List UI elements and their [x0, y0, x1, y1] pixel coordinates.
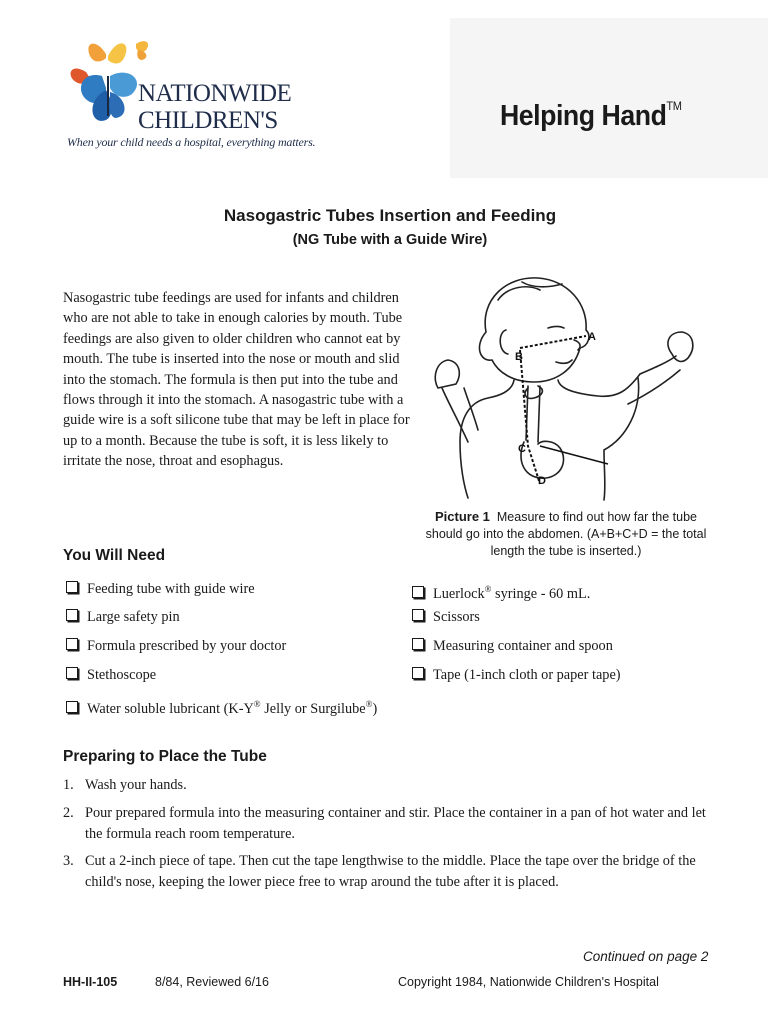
tagline: When your child needs a hospital, everything matters. [67, 135, 316, 149]
checkbox-icon [412, 586, 424, 598]
step-item [63, 803, 713, 845]
checklist-item-label: Scissors [433, 609, 480, 625]
series-title [500, 100, 681, 133]
step-item [63, 775, 713, 796]
page-title: Nasogastric Tubes Insertion and Feeding [223, 206, 557, 225]
org-name-line1: NATIONWIDE [138, 80, 292, 107]
document-code: HH-II-105 [63, 975, 118, 989]
checklist-item-label: Tape (1-inch cloth or paper tape) [433, 667, 621, 683]
checklist-item-scissors [412, 608, 480, 626]
step-item [63, 851, 713, 893]
checklist-item-tube [66, 580, 255, 598]
registered-mark: ® [365, 699, 373, 709]
org-name-line2: CHILDREN'S [138, 107, 278, 134]
point-d-label: D [538, 475, 546, 487]
point-b-label: B [515, 351, 523, 363]
checklist-item-syringe [412, 580, 590, 603]
header-panel [450, 18, 768, 178]
checklist-item-stethoscope [66, 666, 156, 684]
checklist-item-label-tail: syringe - 60 mL. [491, 585, 591, 602]
checklist-item-label: Water soluble lubricant (K-Y [87, 700, 254, 717]
checklist-item-formula [66, 637, 286, 655]
step-text: Cut a 2-inch piece of tape. Then cut the tape lengthwise to the middle. Place the tape over the bridge of the child's nose, keeping the lower piece free to wrap around the tube after it is placed. [85, 853, 696, 890]
preparing-heading: Preparing to Place the Tube [63, 748, 267, 765]
intro-paragraph: Nasogastric tube feedings are used for infants and children who are not able to take in enough calories by mouth. Tube feedings are also given to older children who cannot eat by mouth. The tube is inserted into the nose or mouth and slid into the stomach. The formula is then put into the tube and flows through it into the stomach. A nasogastric tube with a guide wire is a soft silicone tube that may be left in place for up to a month. Because the tube is soft, it is less likely to irritate the nose, throat and esophagus. [63, 290, 410, 470]
step-text: Pour prepared formula into the measuring container and stir. Place the container in a pan of hot water and let the formula reach room temperature. [85, 805, 706, 842]
checklist-item-label: Stethoscope [87, 667, 157, 683]
step-text: Wash your hands. [85, 777, 187, 793]
point-c-label: C [518, 443, 526, 455]
org-name [138, 80, 308, 134]
step-number: 3. [63, 853, 74, 869]
you-will-need-heading: You Will Need [63, 547, 166, 564]
registered-mark: ® [484, 584, 492, 594]
point-a-label: A [588, 331, 596, 343]
picture-label: Picture 1 [435, 509, 490, 524]
checkbox-icon [66, 667, 78, 679]
series-title-text: Helping Hand [500, 100, 667, 132]
checkbox-icon [412, 609, 424, 621]
checkbox-icon [66, 581, 78, 593]
checklist-item-label: Feeding tube with guide wire [87, 581, 255, 597]
checkbox-icon [412, 667, 424, 679]
page-subtitle: (NG Tube with a Guide Wire) [292, 232, 488, 248]
checklist-item-lubricant [66, 695, 377, 718]
step-number: 1. [63, 777, 74, 793]
checklist-item-label: Formula prescribed by your doctor [87, 638, 287, 654]
checklist-item-label: Measuring container and spoon [433, 638, 613, 654]
checklist-item-label-middle: Jelly or Surgilube [260, 700, 366, 717]
checklist-item-pin [66, 608, 180, 626]
checkbox-icon [66, 638, 78, 650]
checklist-item-label: Luerlock [433, 585, 485, 602]
checklist-item-tape [412, 666, 621, 684]
copyright: Copyright 1984, Nationwide Children's Hospital [398, 975, 659, 989]
checkbox-icon [412, 638, 424, 650]
trademark-mark: TM [666, 99, 682, 114]
document-dates: 8/84, Reviewed 6/16 [155, 975, 269, 989]
checkbox-icon [66, 701, 78, 713]
picture-caption [418, 508, 714, 560]
checklist-item-container [412, 637, 613, 655]
continued-note: Continued on page 2 [583, 949, 709, 964]
registered-mark: ® [253, 699, 261, 709]
checklist-item-label: Large safety pin [87, 609, 180, 625]
step-number: 2. [63, 805, 74, 821]
checkbox-icon [66, 609, 78, 621]
checklist-item-label-tail: ) [372, 700, 378, 717]
child-measurement-illustration [428, 270, 728, 502]
picture-caption-text: Measure to find out how far the tube should go into the abdomen. (A+B+C+D = the total length the tube is inserted.) [425, 510, 707, 558]
